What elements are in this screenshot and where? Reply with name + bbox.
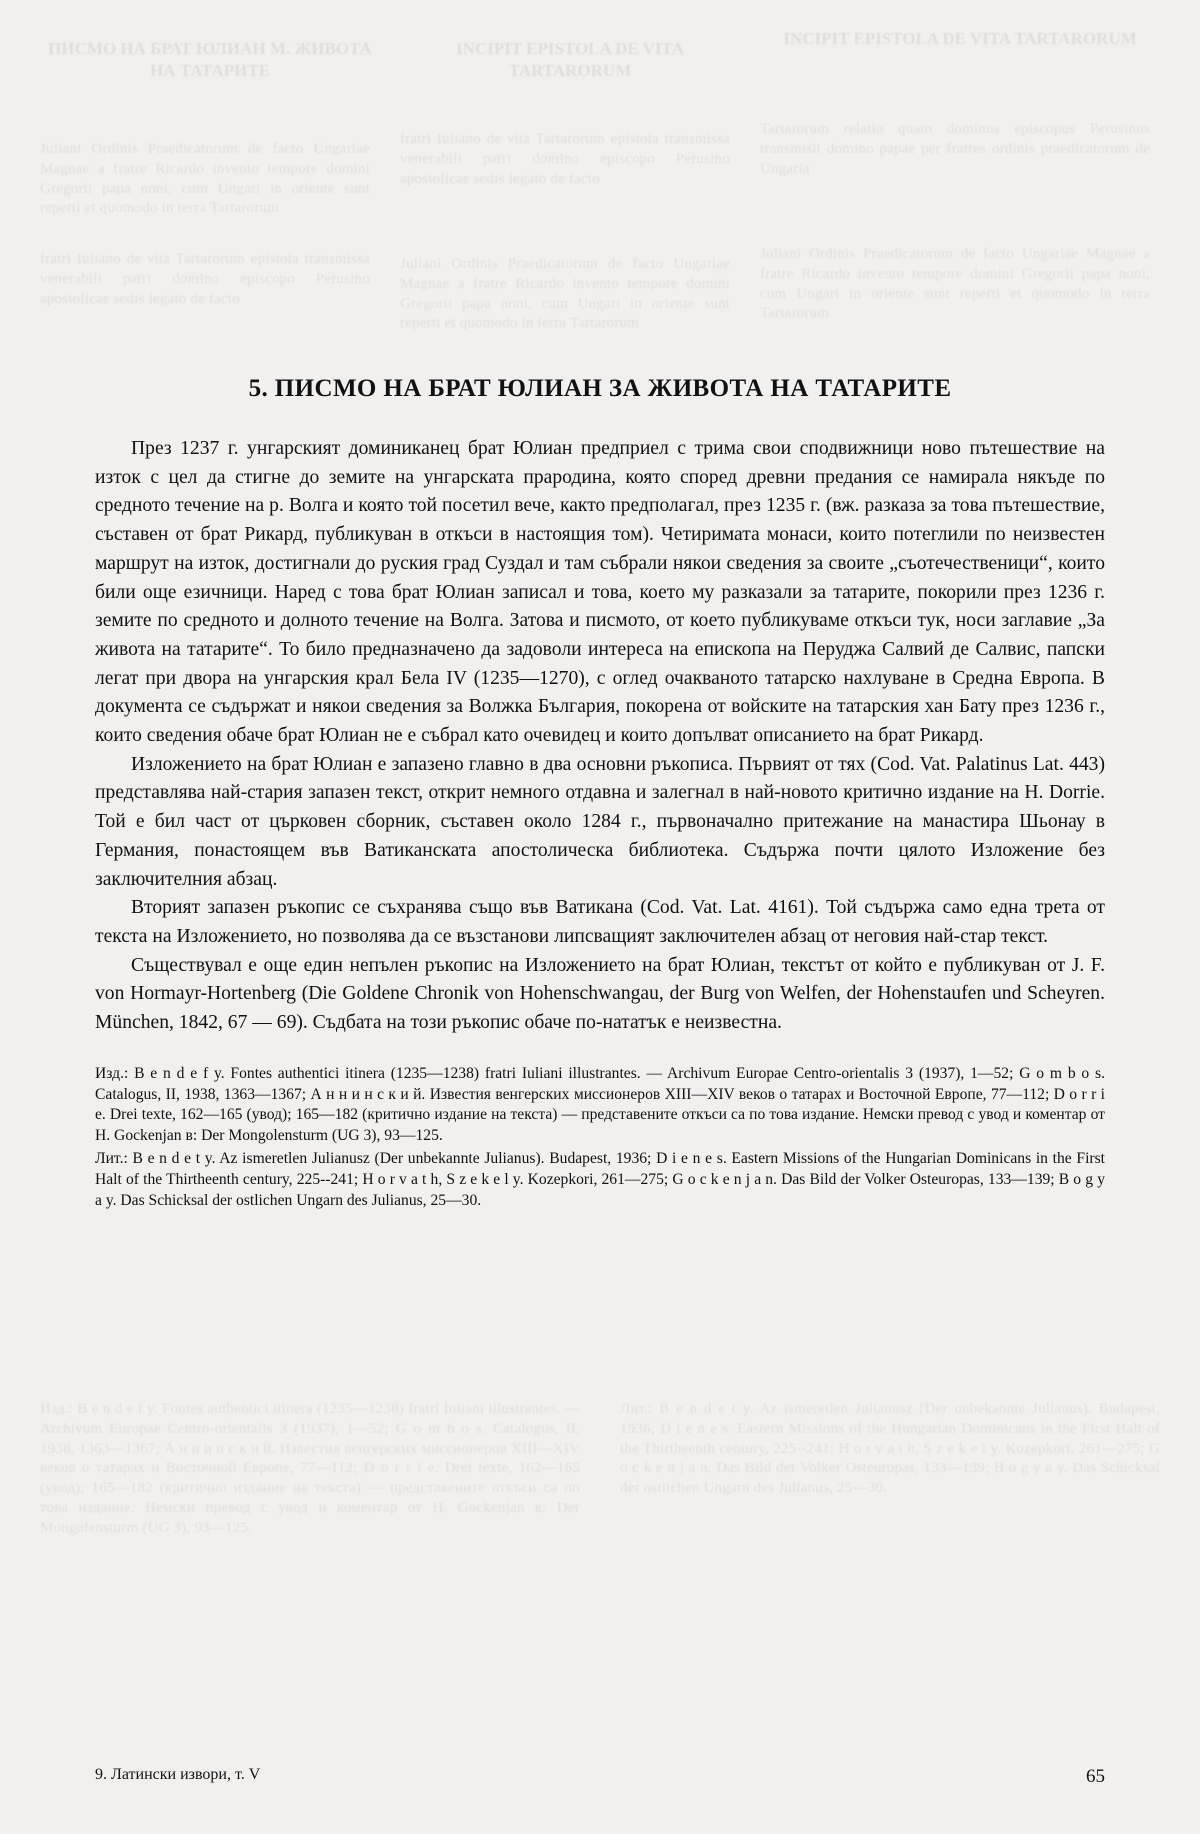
paragraph-1: През 1237 г. унгарският доминиканец брат Юлиан предприел с трима свои сподвижници ново пътешествие на изток с цел да стигне до земите на унгарската прародина, която според древни предания се намирала някъде по средното течение на р. Волга и която той посетил вече, както предполагал, през 1235 г. (вж. разказа за това пътешествие, съставен от брат Рикард, публикуван в откъси в настоящия том). Четиримата монаси, които потеглили по неизвестен маршрут на изток, достигнали до руския град Суздал и там събрали някои сведения за своите „съотечественици“, които били още езичници. Наред с това брат Юлиан записал и това, което му разказали за татарите, покорили през 1236 г. земите по средното и долното течение на Волга. Затова и писмото, от което публикуваме откъси тук, носи заглавие „За живота на татарите“. То било предназначено да задоволи интереса на епископа на Перуджа Салвий де Салвис, папски легат при двора на унгарския крал Бела IV (1235—1270), с оглед очакваното татарско нахлуване в Средна Европа. В документа се съдържат и някои сведения за Волжка България, покорена от войските на татарския хан Бату през 1236 г., които сведения обаче брат Юлиан не е събрал като очевидец и които допълват описанието на брат Рикард. [95,438,1105,747]
page-number: 65 [1086,1766,1105,1787]
editions-note: Изд.: B e n d e f y. Fontes authentici itinera (1235—1238) fratri Iuliani illustrantes. — Archivum Europae Centro-orientalis 3 (1937), 1—52; G o m b o s. Catalogus, II, 1938, 1363—1367; А н н и н с к и й. Известия венгерских миссионеров XIII—XIV веков о татарах и Восточной Европе, 77—112; D o r r i e. Drei texte, 162—165 (увод); 165—182 (критично издание на текста) — представените откъси са по това издание. Немски превод с увод и коментар от H. Gockenjan в: Der Mongolensturm (UG 3), 93—125. [95,1064,1105,1145]
document-content [95,55,1105,1211]
paragraph-3: Вторият запазен ръкопис се съхранява също във Ватикана (Cod. Vat. Lat. 4161). Той съдържа само една трета от текста на Изложението, но позволява да се възстанови липсващият заключителен абзац от неговия най-стар текст. [95,897,1105,947]
footer-series-label: 9. Латински извори, т. V [95,1766,261,1783]
page-title: 5. ПИСМО НА БРАТ ЮЛИАН ЗА ЖИВОТА НА ТАТАРИТЕ [248,375,952,402]
literature-note: Лит.: B e n d e t y. Az ismeretlen Julianusz (Der unbekannte Julianus). Budapest, 1936; D i e n e s. Eastern Missions of the Hungarian Dominicans in the First Halt of the Thirtheenth century, 225--241; H o r v a t h, S z e k e l y. Kozepkori, 261—275; G o c k e n j a n. Das Bild der Volker Osteuropas, 133—139; B o g y a y. Das Schicksal der ostlichen Ungarn des Julianus, 25—30. [95,1150,1105,1209]
paragraph-4: Съществувал е още един непълен ръкопис на Изложението на брат Юлиан, текстът от който е публикуван от J. F. von Hormayr-Hortenberg (Die Goldene Chronik von Hohenschwangau, der Burg von Welfen, der Hohenstaufen und Scheyren. München, 1842, 67 — 69). Съдбата на този ръкопис обаче по-нататък е неизвестна. [95,954,1105,1034]
paragraph-2: Изложението на брат Юлиан е запазено главно в два основни ръкописа. Първият от тях (Cod. Vat. Palatinus Lat. 443) представлява най-стария запазен текст, открит немного отдавна и залегнал в най-новото критично издание на H. Dorrie. Той е бил част от църковен сборник, съставен около 1284 г., първоначално притежание на манастира Шьонау в Германия, понастоящем във Ватиканската апостолическа библиотека. Съдържа почти цялото Изложение без заключителния абзац. [95,753,1105,890]
page-footer [95,1766,1105,1788]
